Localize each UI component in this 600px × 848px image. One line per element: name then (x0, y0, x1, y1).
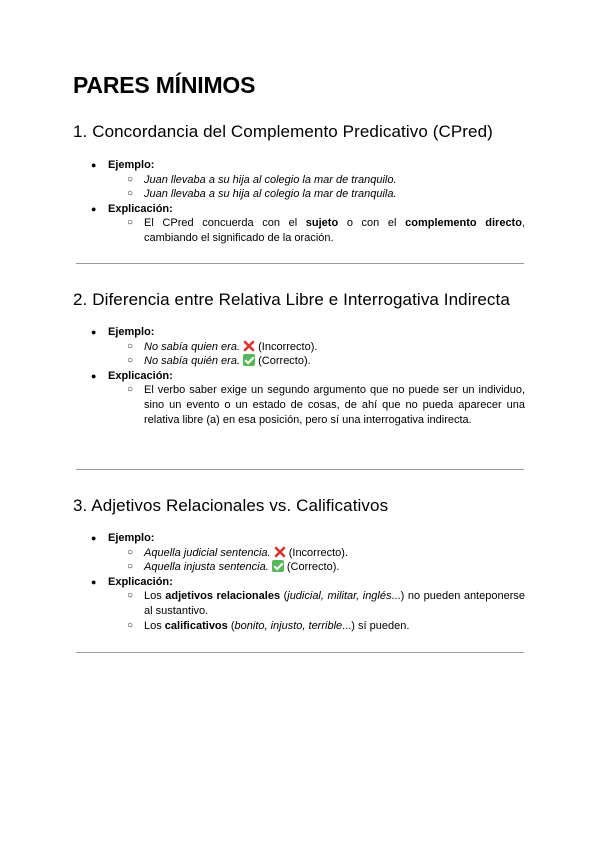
incorrect-label: (Incorrecto). (258, 340, 318, 353)
section-2-heading: 2. Diferencia entre Relativa Libre e Interrogativa Indirecta (73, 290, 510, 309)
example-label: Ejemplo: (108, 159, 155, 171)
check-mark-icon (272, 560, 284, 572)
check-mark-icon (243, 354, 255, 366)
explanation-line (73, 619, 525, 634)
example-label: Ejemplo: (108, 532, 155, 544)
incorrect-label: (Incorrecto). (288, 546, 349, 559)
explanation-text: ...) sí pueden. (342, 619, 410, 632)
example-text: Juan llevaba a su hija al colegio la mar de tranquilo. (144, 173, 397, 186)
example-sublist (108, 340, 525, 369)
example-text: Juan llevaba a su hija al colegio la mar de tranquila. (144, 188, 397, 201)
correct-label: (Correcto). (258, 355, 311, 368)
example-line (73, 173, 525, 188)
explanation-text: Los (144, 590, 166, 603)
example-label: Ejemplo: (108, 326, 155, 338)
example-sublist (108, 546, 525, 575)
explanation-line (73, 216, 525, 245)
example-line (73, 340, 525, 355)
explanation-label: Explicación: (108, 575, 173, 588)
example-text: No sabía quien era. (144, 340, 241, 353)
explanation-text: ( (280, 590, 288, 603)
circle-bullet-icon: ○ (127, 561, 134, 573)
explanation-text: El CPred concuerda con el (144, 217, 306, 230)
section-1 (73, 119, 525, 246)
explanation-item (73, 369, 525, 427)
example-line (73, 187, 525, 202)
explanation-italic: judicial, militar, inglés (287, 590, 392, 603)
example-item (73, 158, 525, 202)
circle-bullet-icon: ○ (127, 384, 134, 396)
section-divider (76, 469, 524, 470)
example-text: Aquella injusta sentencia. (144, 561, 269, 574)
example-line (73, 354, 525, 369)
explanation-line (73, 589, 525, 618)
section-divider (76, 652, 524, 653)
explanation-text: o con el (338, 217, 406, 230)
bullet-icon: ● (91, 203, 97, 214)
explanation-text: ...) no pueden anteponerse al sustantivo. (144, 590, 525, 617)
circle-bullet-icon: ○ (127, 619, 134, 631)
circle-bullet-icon: ○ (127, 217, 134, 229)
explanation-line (73, 383, 525, 427)
explanation-italic: bonito, injusto, terrible (234, 619, 343, 632)
bullet-icon: ● (91, 370, 97, 381)
document-title: PARES MÍNIMOS (73, 72, 256, 98)
example-item (73, 531, 525, 575)
explanation-label: Explicación: (108, 202, 173, 215)
section-2 (73, 287, 525, 427)
bullet-icon: ● (91, 327, 97, 337)
explanation-sublist (108, 589, 525, 633)
explanation-text: , cambiando el significado de la oración. (144, 217, 526, 244)
example-line (73, 546, 525, 561)
explanation-sublist (108, 216, 525, 245)
explanation-item (73, 202, 525, 246)
explanation-bold: adjetivos relacionales (165, 590, 281, 603)
cross-mark-icon (243, 340, 255, 352)
section-divider (76, 263, 524, 264)
bullet-icon: ● (91, 576, 97, 587)
explanation-text: Los (144, 619, 165, 632)
explanation-bold: complemento directo (405, 217, 522, 230)
circle-bullet-icon: ○ (127, 173, 134, 185)
example-line (73, 560, 525, 575)
example-text: No sabía quién era. (144, 355, 241, 368)
explanation-bold: calificativos (164, 619, 228, 632)
cross-mark-icon (274, 546, 286, 558)
section-1-list (73, 158, 525, 246)
circle-bullet-icon: ○ (127, 546, 134, 558)
explanation-sublist (108, 383, 525, 427)
correct-label: (Correcto). (286, 561, 340, 574)
circle-bullet-icon: ○ (127, 355, 134, 367)
section-2-list (73, 325, 525, 427)
explanation-bold: sujeto (305, 217, 339, 230)
explanation-label: Explicación: (108, 369, 173, 382)
circle-bullet-icon: ○ (127, 340, 134, 352)
bullet-icon: ● (91, 533, 97, 543)
example-text: Aquella judicial sentencia. (144, 546, 271, 559)
example-item (73, 325, 525, 369)
section-1-heading: 1. Concordancia del Complemento Predicativo (CPred) (73, 122, 493, 141)
circle-bullet-icon: ○ (127, 188, 134, 200)
circle-bullet-icon: ○ (127, 590, 134, 602)
explanation-item (73, 575, 525, 633)
section-3 (73, 493, 525, 633)
explanation-text: El verbo saber exige un segundo argumento que no puede ser un individuo, sino un evento o un estado de cosas, de ahí que no pueda aparecer una relativa libre (a) en esa posición, pero sí una interrogativa indirecta. (144, 384, 525, 426)
bullet-icon: ● (91, 160, 97, 170)
section-3-list (73, 531, 525, 633)
explanation-text: ( (227, 619, 235, 632)
example-sublist (108, 173, 525, 202)
section-3-heading: 3. Adjetivos Relacionales vs. Calificativos (73, 496, 389, 515)
